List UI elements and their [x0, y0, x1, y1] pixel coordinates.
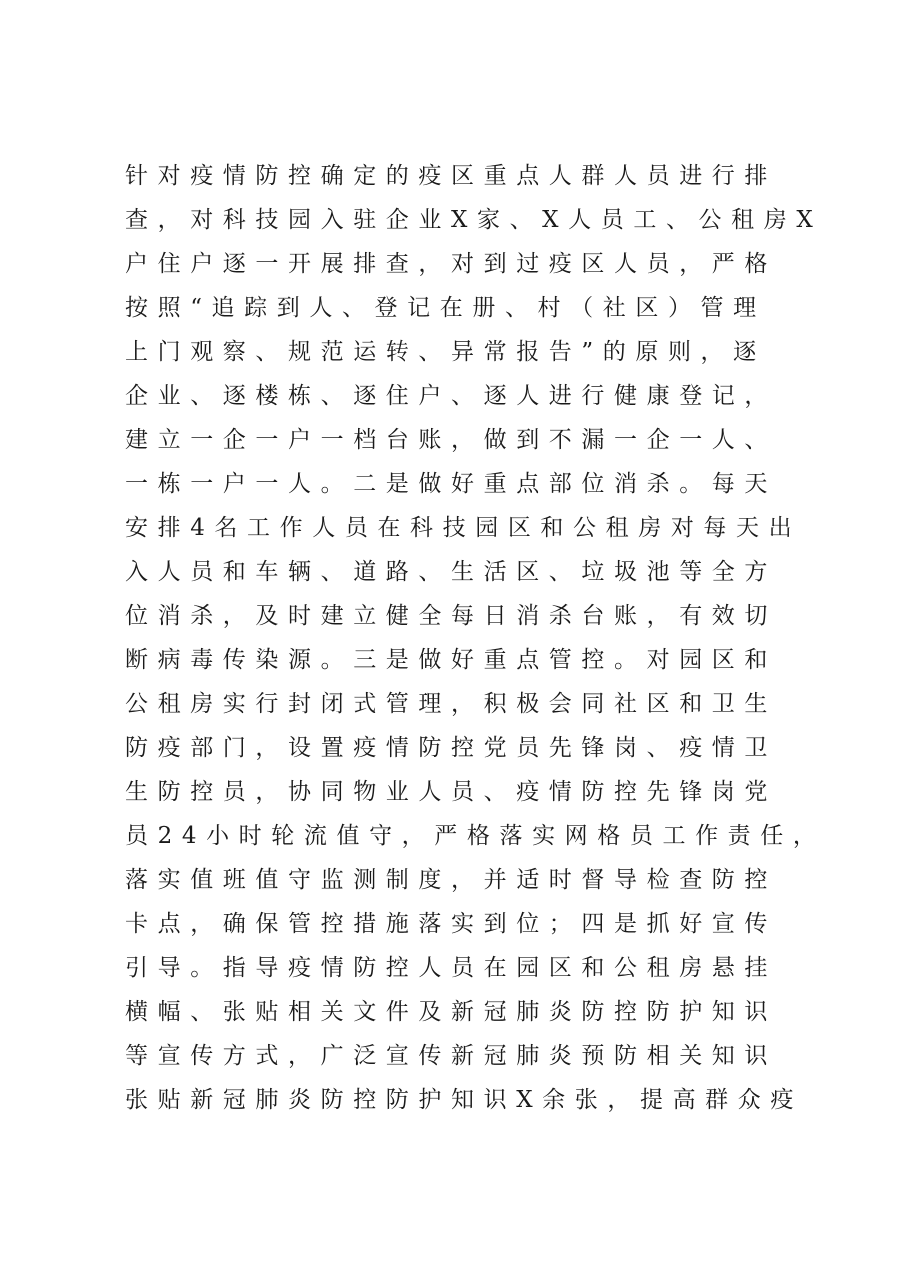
text-line: 按照“追踪到人、登记在册、村（社区）管理: [125, 295, 766, 321]
text-line: 落实值班值守监测制度，并适时督导检查防控: [125, 867, 777, 893]
text-line: 等宣传方式，广泛宣传新冠肺炎预防相关知识: [125, 1043, 777, 1069]
text-line: 针对疫情防控确定的疫区重点人群人员进行排: [125, 163, 777, 189]
text-line: 员24小时轮流值守，严格落实网格员工作责任，: [125, 823, 826, 849]
text-line: 断病毒传染源。三是做好重点管控。对园区和: [125, 647, 777, 673]
text-line: 查，对科技园入驻企业X家、X人员工、公租房X: [125, 207, 823, 233]
text-line: 一栋一户一人。二是做好重点部位消杀。每天: [125, 471, 777, 497]
text-line: 引导。指导疫情防控人员在园区和公租房悬挂: [125, 955, 777, 981]
text-line: 位消杀，及时建立健全每日消杀台账，有效切: [125, 603, 777, 629]
text-line: 生防控员，协同物业人员、疫情防控先锋岗党: [125, 779, 777, 805]
text-line: 张贴新冠肺炎防控防护知识X余张，提高群众疫: [125, 1087, 803, 1113]
body-text: [125, 154, 825, 1122]
text-line: 安排4名工作人员在科技园区和公租房对每天出: [125, 515, 802, 541]
text-line: 企业、逐楼栋、逐住户、逐人进行健康登记，: [125, 383, 777, 409]
text-line: 横幅、张贴相关文件及新冠肺炎防控防护知识: [125, 999, 777, 1025]
text-line: 入人员和车辆、道路、生活区、垃圾池等全方: [125, 559, 777, 585]
text-line: 防疫部门，设置疫情防控党员先锋岗、疫情卫: [125, 735, 777, 761]
text-line: 上门观察、规范运转、异常报告”的原则，逐: [125, 339, 766, 365]
text-line: 户住户逐一开展排查，对到过疫区人员，严格: [125, 251, 777, 277]
text-line: 卡点，确保管控措施落实到位；四是抓好宣传: [125, 911, 777, 937]
text-line: 公租房实行封闭式管理，积极会同社区和卫生: [125, 691, 777, 717]
text-line: 建立一企一户一档台账，做到不漏一企一人、: [125, 427, 777, 453]
